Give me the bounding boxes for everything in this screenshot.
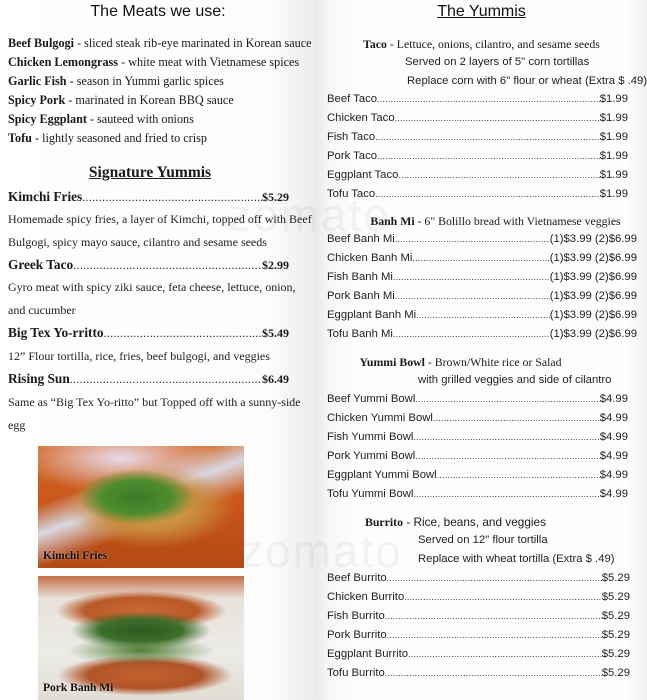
section-header-banh-mi: Banh Mi - 6" Bolillo bread with Vietnamese veggies <box>370 214 621 228</box>
item-description: Same as “Big Tex Yo-ritto” but Topped off with a sunny-side <box>8 395 301 409</box>
menu-item: Fish Yummi Bowl ..... $4.99 <box>327 431 628 443</box>
item-description: Bulgogi, spicy mayo sauce, cilantro and sesame seeds <box>8 235 267 249</box>
signature-item <box>8 189 289 205</box>
menu-item: Tofu Yummi Bowl ..... $4.99 <box>327 488 628 500</box>
menu-item: Eggplant Burrito ..... $5.29 <box>327 648 630 660</box>
item-price: $5.49 <box>262 326 289 340</box>
photo-caption: Pork Banh Mi <box>43 682 114 694</box>
yummis-title: The Yummis <box>437 3 526 20</box>
menu-item: Eggplant Taco ..... $1.99 <box>327 169 628 181</box>
photo-caption: Kimchi Fries <box>43 550 108 562</box>
menu-item: Pork Burrito ..... $5.29 <box>327 629 630 641</box>
menu-item: Eggplant Yummi Bowl ..... $4.99 <box>327 469 628 481</box>
menu-item: Tofu Taco ..... $1.99 <box>327 188 628 200</box>
item-name: Greek Taco <box>8 257 74 272</box>
meat-item: Chicken Lemongrass - white meat with Vietnamese spices <box>8 55 300 69</box>
pork-banh-mi-photo <box>38 576 244 700</box>
menu-item: Beef Banh Mi ..... (1)$3.99 (2)$6.99 <box>327 233 637 245</box>
meat-item: Tofu - lightly seasoned and fried to crisp <box>8 131 207 145</box>
menu-item: Chicken Taco ..... $1.99 <box>327 112 628 124</box>
meat-item: Spicy Eggplant - sauteed with onions <box>8 112 194 126</box>
menu-item: Tofu Banh Mi ..... (1)$3.99 (2)$6.99 <box>327 328 637 340</box>
item-name: Big Tex Yo-rritto <box>8 325 104 340</box>
item-price: $2.99 <box>262 258 289 272</box>
signature-item <box>8 257 289 273</box>
section-note: Replace with wheat tortilla (Extra $ .49) <box>418 553 615 565</box>
section-header-burrito: Burrito - Rice, beans, and veggies <box>365 515 546 529</box>
item-name: Kimchi Fries <box>8 189 83 204</box>
item-price: $6.49 <box>262 372 289 386</box>
item-description: Homemade spicy fries, a layer of Kimchi, topped off with Beef <box>8 212 312 226</box>
meat-item: Spicy Pork - marinated in Korean BBQ sauce <box>8 93 234 107</box>
signature-item <box>8 325 289 341</box>
section-note: Replace corn with 6" flour or wheat (Extra $ .49) <box>407 75 647 87</box>
menu-item: Fish Taco ..... $1.99 <box>327 131 628 143</box>
menu-item: Pork Yummi Bowl ..... $4.99 <box>327 450 628 462</box>
item-price: $5.29 <box>262 190 289 204</box>
meat-item: Garlic Fish - season in Yummi garlic spices <box>8 74 224 88</box>
menu-item: Beef Burrito ..... $5.29 <box>327 572 630 584</box>
menu-item: Tofu Burrito ..... $5.29 <box>327 667 630 679</box>
menu-item: Beef Yummi Bowl ..... $4.99 <box>327 393 628 405</box>
section-note: Served on 12" flour tortilla <box>418 534 548 546</box>
menu-item: Chicken Yummi Bowl ..... $4.99 <box>327 412 628 424</box>
item-name: Rising Sun <box>8 371 70 386</box>
menu-item: Pork Taco ..... $1.99 <box>327 150 628 162</box>
menu-item: Chicken Burrito ..... $5.29 <box>327 591 630 603</box>
item-description: and cucumber <box>8 303 76 317</box>
menu-item: Fish Banh Mi ..... (1)$3.99 (2)$6.99 <box>327 271 637 283</box>
meat-item: Beef Bulgogi - sliced steak rib-eye marinated in Korean sauce <box>8 36 312 50</box>
signature-title: Signature Yummis <box>88 164 212 181</box>
section-note: with grilled veggies and side of cilantro <box>418 374 612 386</box>
item-description: Gyro meat with spicy ziki sauce, feta cheese, lettuce, onion, <box>8 280 296 294</box>
menu-item: Chicken Banh Mi ..... (1)$3.99 (2)$6.99 <box>327 252 637 264</box>
meats-title: The Meats we use: <box>90 3 226 20</box>
menu-item: Fish Burrito ..... $5.29 <box>327 610 630 622</box>
section-header-taco: Taco - Lettuce, onions, cilantro, and sesame seeds <box>363 37 600 51</box>
section-header-yummi-bowl: Yummi Bowl - Brown/White rice or Salad <box>359 355 562 369</box>
signature-item <box>8 371 289 387</box>
item-description: egg <box>8 418 26 432</box>
menu-item: Eggplant Banh Mi ..... (1)$3.99 (2)$6.99 <box>327 309 637 321</box>
item-description: 12” Flour tortilla, rice, fries, beef bulgogi, and veggies <box>8 349 270 363</box>
menu-item: Pork Banh Mi ..... (1)$3.99 (2)$6.99 <box>327 290 637 302</box>
section-note: Served on 2 layers of 5" corn tortillas <box>405 56 590 68</box>
menu-item: Beef Taco ..... $1.99 <box>327 93 628 105</box>
kimchi-fries-photo <box>38 446 244 568</box>
